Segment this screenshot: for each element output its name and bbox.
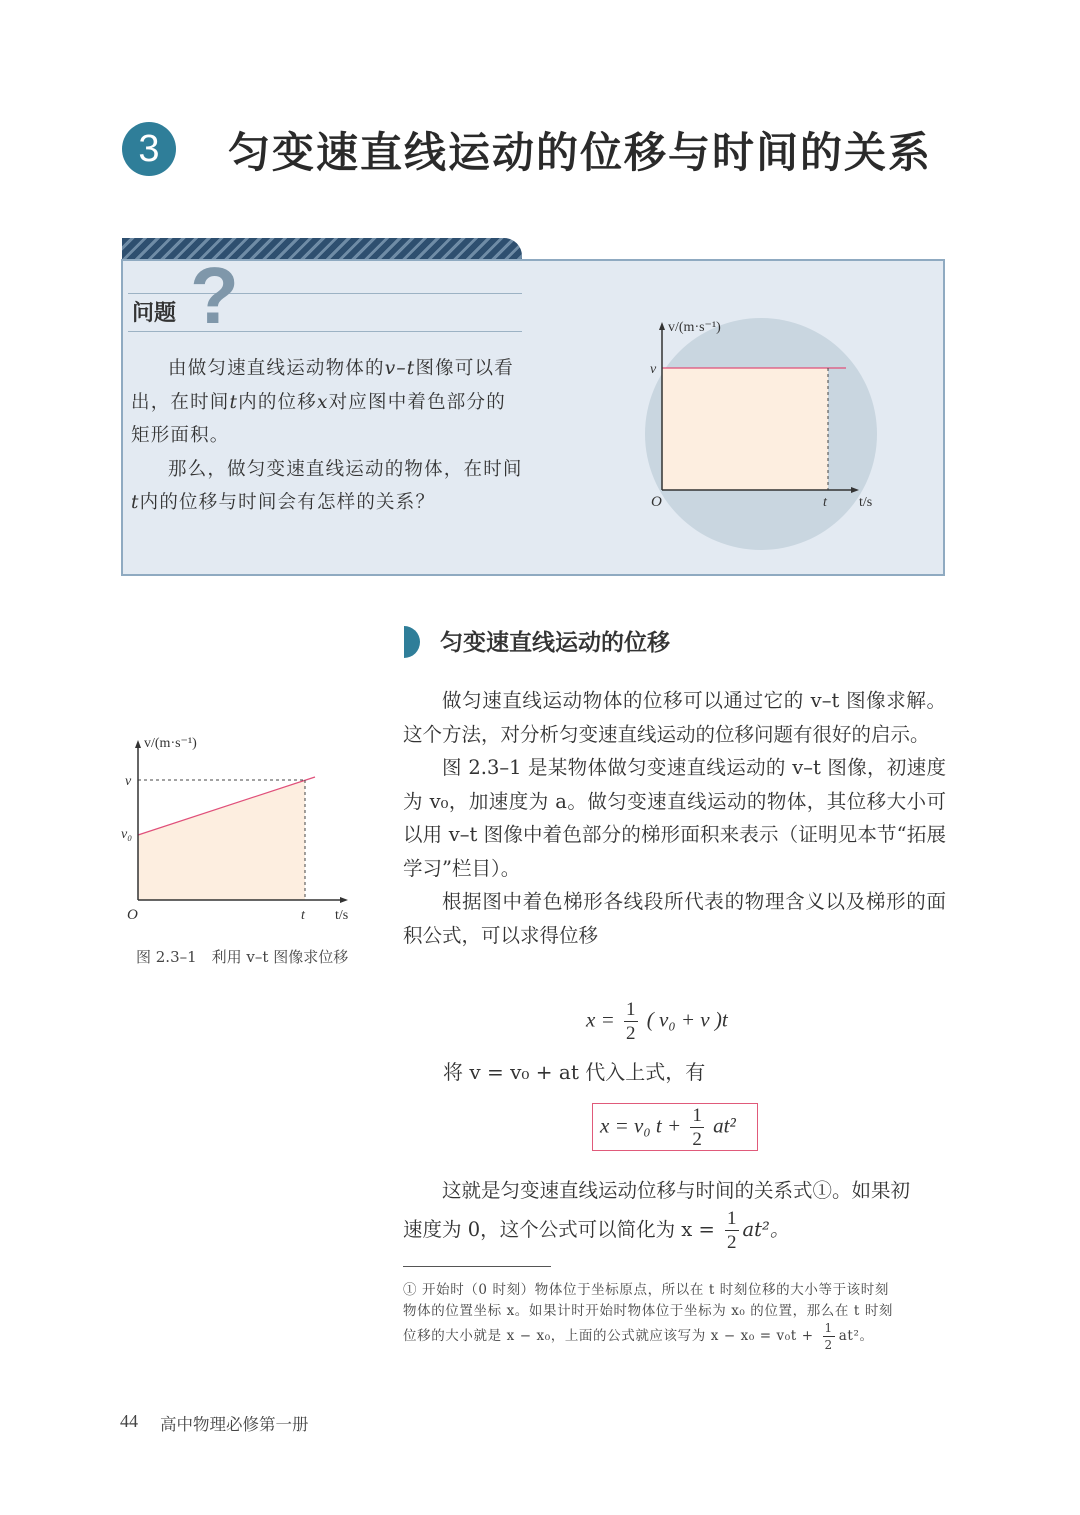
body-paragraph: 根据图中着色梯形各线段所代表的物理含义以及梯形的面积公式，可以求得位移 — [403, 890, 946, 947]
uniform-motion-vt-figure — [640, 310, 890, 555]
footnote-rule — [403, 1266, 551, 1267]
x-axis-arrow — [340, 897, 348, 903]
t-tick-label: t — [823, 495, 827, 510]
v0-tick-label: v₀ — [121, 827, 133, 842]
subsection-marker — [404, 626, 420, 658]
v-tick-label: v — [125, 774, 132, 789]
x-axis-label: t/s — [859, 495, 873, 510]
body-paragraph: 图 2.3–1 是某物体做匀变速直线运动的 v–t 图像，初速度为 v₀，加速度为 a。做匀变速直线运动的物体，其位移大小可以用 v–t 图像中着色部分的梯形面积来表示（证明见本节“拓展学习”栏目）。 — [403, 756, 946, 880]
formula-trapezoid: x = $\frac{1}{2}$ ( v₀ + v )t — [586, 999, 728, 1044]
substitution-text: 将 v = v₀ + at 代入上式，有 — [443, 1060, 706, 1084]
question-label: 问题 — [132, 301, 177, 326]
section-title: 匀变速直线运动的位移与时间的关系 — [228, 128, 933, 177]
question-text — [131, 352, 523, 520]
displacement-area — [662, 368, 828, 490]
t-tick-label: t — [301, 908, 305, 923]
y-axis-arrow — [135, 740, 141, 748]
book-title: 高中物理必修第一册 — [160, 1415, 309, 1434]
formula-displacement: x = v₀ t + $\frac{1}{2}$ at² — [600, 1105, 736, 1150]
trapezoid-area — [138, 780, 305, 900]
figure-2-3-1 — [118, 728, 368, 928]
v-tick-label: v — [650, 362, 657, 377]
divider — [128, 331, 522, 332]
figure-caption: 图 2.3–1 利用 v–t 图像求位移 — [136, 948, 349, 966]
body-text — [403, 684, 946, 952]
y-axis-arrow — [659, 322, 665, 330]
question-paragraph: 由做匀速直线运动物体的v–t图像可以看出，在时间t内的位移x对应图中着色部分的矩形面积。 — [131, 358, 514, 446]
divider — [128, 293, 522, 294]
y-axis-label: v/(m·s⁻¹) — [668, 320, 721, 335]
section-number: 3 — [122, 122, 176, 176]
y-axis-label: v/(m·s⁻¹) — [144, 736, 197, 751]
x-axis-label: t/s — [335, 908, 349, 923]
footnote: ① 开始时（0 时刻）物体位于坐标原点，所以在 t 时刻位移的大小等于该时刻 物体的位置坐标 x。如果计时开始时物体位于坐标为 x₀ 的位置，那么在 t 时刻 位移的大小就是 x − x₀，上面的公式就应该写为 x − x₀ = v₀t + $\frac{1}{2}$ at²。 — [403, 1282, 894, 1352]
page-number: 44 — [120, 1411, 138, 1431]
origin-label: O — [651, 494, 662, 510]
body-paragraph: 做匀速直线运动物体的位移可以通过它的 v–t 图像求解。这个方法，对分析匀变速直线运动的位移问题有很好的启示。 — [403, 689, 946, 746]
conclusion-paragraph: 这就是匀变速直线运动位移与时间的关系式①。如果初 速度为 0，这个公式可以简化为 x = $\frac{1}{2}$ at²。 — [403, 1179, 911, 1253]
origin-label: O — [127, 907, 138, 923]
question-paragraph: 那么，做匀变速直线运动的物体，在时间t内的位移与时间会有怎样的关系？ — [131, 458, 523, 513]
subsection-title: 匀变速直线运动的位移 — [440, 630, 670, 656]
question-mark-icon: ? — [190, 251, 239, 340]
question-header-band — [122, 238, 522, 260]
